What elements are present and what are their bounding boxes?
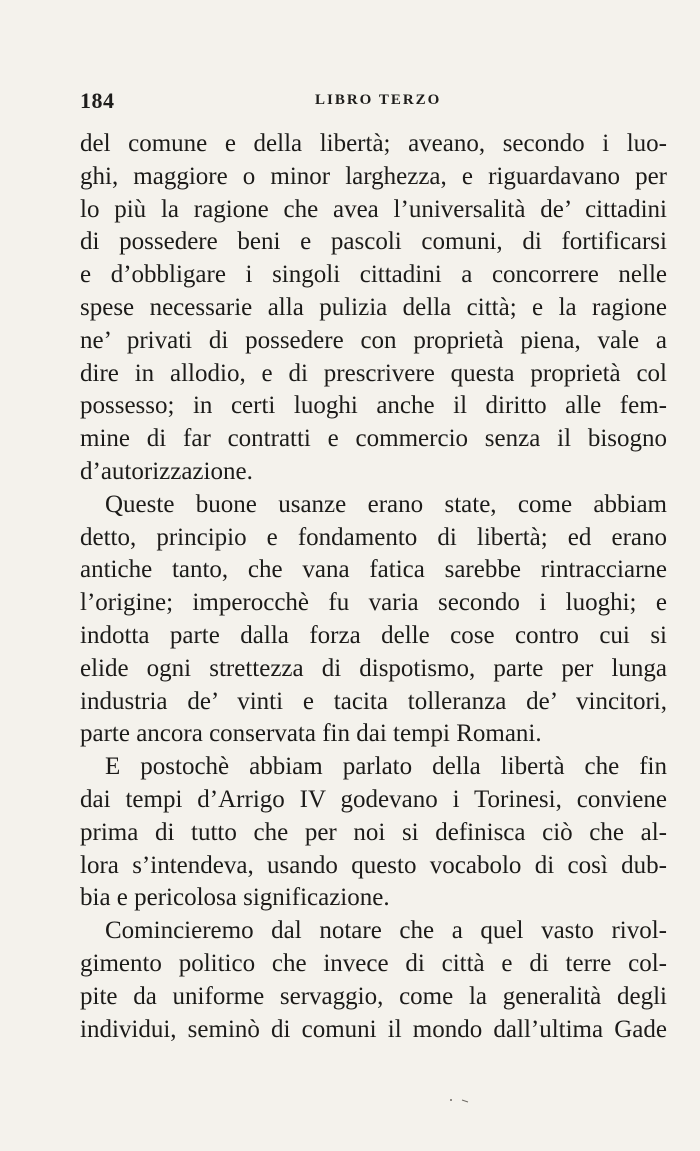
body-text [80,128,667,1046]
text-line: antiche tanto, che vana fatica sarebbe rintracciarne [80,556,667,584]
text-line: mine di far contratti e commercio senza il bisogno [80,425,667,453]
text-line: parte ancora conservata fin dai tempi Romani. [80,720,542,748]
paragraph-3 [80,751,667,915]
text-line: lo più la ragione che avea l’universalità de’ cittadini [80,195,667,223]
text-line: detto, principio e fondamento di libertà; ed erano [80,523,667,551]
text-line: gimento politico che invece di città e di terre col- [80,949,667,977]
text-line: elide ogni strettezza di dispotismo, parte per lunga [80,654,667,682]
running-title: LIBRO TERZO [315,92,442,108]
text-line: lora s’intendeva, usando questo vocabolo di così dub- [80,851,667,879]
text-line: E postochè abbiam parlato della libertà che fin [105,753,667,781]
paragraph-2 [80,489,667,751]
text-line: pite da uniforme servaggio, come la generalità degli [80,982,667,1010]
text-line: e d’obbligare i singoli cittadini a concorrere nelle [80,261,667,289]
paragraph-4 [80,915,667,1046]
text-line: dai tempi d’Arrigo IV godevano i Torinesi, conviene [80,785,667,813]
text-line: dire in allodio, e di prescrivere questa proprietà col [80,359,667,387]
paragraph-1 [80,128,667,489]
text-line: l’origine; imperocchè fu varia secondo i luoghi; e [80,589,667,617]
text-line: di possedere beni e pascoli comuni, di fortificarsi [80,228,667,256]
text-line: industria de’ vinti e tacita tolleranza de’ vincitori, [80,687,667,715]
text-line: bia e pericolosa significazione. [80,884,390,912]
text-line: indotta parte dalla forza delle cose contro cui si [80,621,667,649]
text-line: del comune e della libertà; aveano, secondo i luo- [80,130,667,157]
text-line: Comincieremo dal notare che a quel vasto rivol- [105,917,667,945]
text-line: ghi, maggiore o minor larghezza, e riguardavano per [80,162,667,190]
ink-speck-mark [448,1098,476,1104]
text-line: d’autorizzazione. [80,457,253,485]
text-line: possesso; in certi luoghi anche il diritto alle fem- [80,392,667,420]
text-line: Queste buone usanze erano state, come abbiam [105,490,667,518]
page-header [80,88,665,118]
text-line: spese necessarie alla pulizia della città; e la ragione [80,293,667,321]
text-line: ne’ privati di possedere con proprietà piena, vale a [80,326,667,354]
text-line: prima di tutto che per noi si definisca ciò che al- [80,818,667,846]
page-number: 184 [80,88,115,113]
text-line: individui, seminò di comuni il mondo dall’ultima Gade [80,1015,667,1043]
